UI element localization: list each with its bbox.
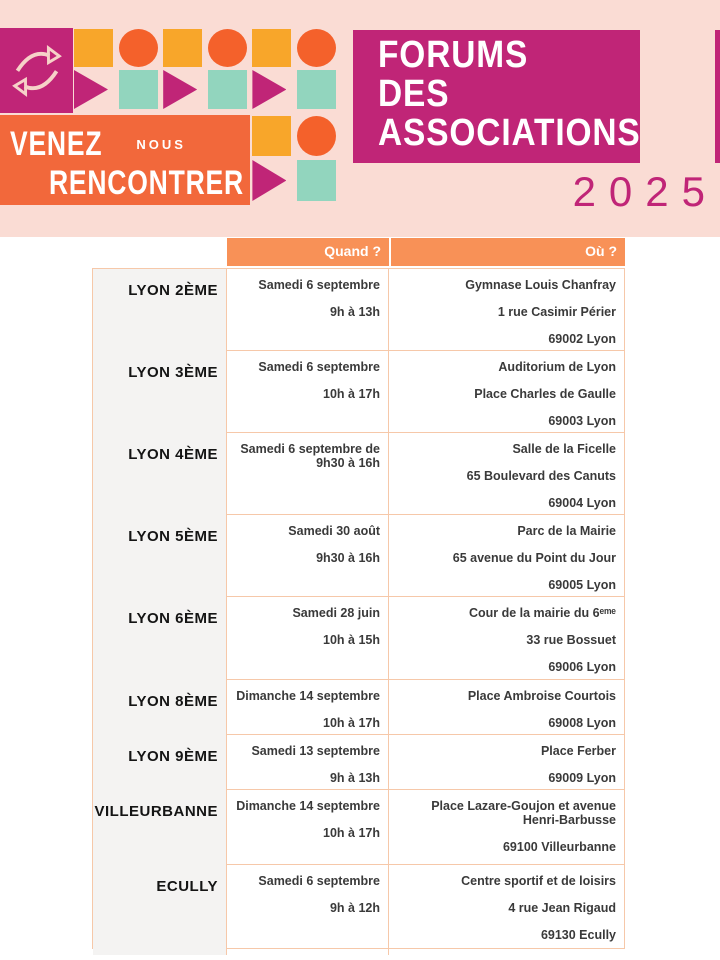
ou-line: 69130 Ecully	[540, 928, 616, 942]
row-label: LYON 6ÈME	[93, 597, 227, 687]
deco-triangle	[74, 70, 108, 109]
banner-nous-text: NOUS	[136, 137, 186, 152]
title-box	[353, 30, 640, 163]
ou-line: Place Ferber	[540, 744, 616, 758]
table-row	[93, 433, 624, 515]
deco-triangle	[252, 70, 286, 109]
venez-banner	[0, 115, 250, 205]
ou-line: Salle de la Ficelle	[512, 442, 616, 456]
cell-ou	[389, 790, 624, 867]
deco-triangle	[252, 160, 286, 201]
cell-quand	[227, 597, 389, 687]
col-header-quand: Quand ?	[227, 238, 389, 266]
banner-line-1	[10, 125, 186, 164]
table-body	[92, 268, 625, 949]
quand-line: Samedi 6 septembre	[258, 874, 380, 888]
quand-line: Samedi 6 septembre	[258, 278, 380, 292]
ou-line: Place Ambroise Courtois	[467, 689, 616, 703]
deco-circle	[208, 29, 247, 67]
title-line-des: DES	[378, 73, 450, 115]
deco-edge-sliver	[715, 30, 720, 163]
quand-line: Dimanche 14 septembre	[236, 799, 380, 813]
deco-teal-square	[119, 70, 158, 109]
ou-line: 69100 Villeurbanne	[502, 840, 616, 854]
logo-box	[0, 28, 73, 113]
banner-venez-text: VENEZ	[10, 125, 103, 163]
deco-teal-square	[297, 70, 336, 109]
ou-line: Auditorium de Lyon	[498, 360, 616, 374]
ou-line: 69008 Lyon	[548, 716, 616, 730]
ou-line: 69003 Lyon	[548, 414, 616, 428]
quand-line: 9h30 à 16h	[316, 551, 380, 565]
header-band	[0, 0, 720, 237]
row-label: LYON 8ÈME	[93, 680, 227, 743]
deco-square	[252, 29, 291, 67]
row-label: LYON 4ÈME	[93, 433, 227, 523]
ou-line: 69002 Lyon	[548, 332, 616, 346]
cell-quand	[227, 790, 389, 867]
cell-ou	[389, 269, 624, 359]
ou-line: 1 rue Casimir Périer	[497, 305, 616, 319]
deco-circle	[297, 29, 336, 67]
title-line-associations: ASSOCIATIONS	[378, 112, 641, 154]
quand-line: Samedi 30 août	[288, 524, 380, 538]
row-label: LYON 3ÈME	[93, 351, 227, 441]
cell-quand	[227, 269, 389, 359]
deco-square	[163, 29, 202, 67]
quand-line: 10h à 15h	[323, 633, 380, 647]
ou-line: 69005 Lyon	[548, 578, 616, 592]
col-header-ou: Où ?	[389, 238, 625, 266]
quand-line: 10h à 17h	[323, 387, 380, 401]
ou-line: 69004 Lyon	[548, 496, 616, 510]
banner-line-2	[0, 164, 244, 203]
ou-line: 33 rue Bossuet	[526, 633, 616, 647]
swap-arrows-icon	[4, 38, 70, 104]
row-label: LYON 2ÈME	[93, 269, 227, 359]
table-row	[93, 790, 624, 865]
cell-ou	[389, 351, 624, 441]
cell-ou	[389, 680, 624, 743]
table-row	[93, 351, 624, 433]
quand-line: 9h30 à 16h	[316, 456, 380, 470]
ou-line: 69006 Lyon	[548, 660, 616, 674]
quand-line: Dimanche 14 septembre	[236, 689, 380, 703]
table-row	[93, 269, 624, 351]
deco-circle	[297, 116, 336, 156]
ou-line: 4 rue Jean Rigaud	[508, 901, 616, 915]
cell-quand	[227, 433, 389, 523]
cell-ou	[389, 735, 624, 798]
ou-line: Cour de la mairie du 6ᵉᵐᵉ	[468, 606, 616, 620]
title-line-forums: FORUMS	[378, 34, 529, 76]
table-row	[93, 597, 624, 680]
ou-line: 65 Boulevard des Canuts	[466, 469, 616, 483]
quand-line: Samedi 13 septembre	[251, 744, 380, 758]
table-row	[93, 865, 624, 948]
cell-quand	[227, 515, 389, 605]
quand-line: 9h à 13h	[329, 305, 380, 319]
table-row	[93, 735, 624, 790]
quand-line: Samedi 28 juin	[292, 606, 380, 620]
cell-ou	[389, 515, 624, 605]
ou-line: Gymnase Louis Chanfray	[465, 278, 616, 292]
table-header-row	[92, 238, 625, 266]
cell-quand	[227, 351, 389, 441]
ou-line: Place Charles de Gaulle	[474, 387, 616, 401]
deco-triangle	[163, 70, 197, 109]
quand-line: 10h à 17h	[323, 716, 380, 730]
row-label: LYON 5ÈME	[93, 515, 227, 605]
table-row	[93, 515, 624, 597]
year-text: 2025	[572, 168, 718, 215]
table-row	[93, 680, 624, 735]
ou-line: 65 avenue du Point du Jour	[452, 551, 616, 565]
forums-table	[92, 238, 625, 949]
ou-line: Place Lazare-Goujon et avenue Henri-Barbusse	[431, 799, 616, 827]
cell-ou	[389, 597, 624, 687]
cell-quand	[227, 680, 389, 743]
cell-ou	[389, 865, 624, 955]
ou-line: Parc de la Mairie	[517, 524, 616, 538]
ou-line: 69009 Lyon	[548, 771, 616, 785]
quand-line: Samedi 6 septembre	[258, 360, 380, 374]
cell-quand	[227, 735, 389, 798]
col-header-blank	[92, 238, 227, 266]
quand-line: Samedi 6 septembre de	[240, 442, 380, 456]
quand-line: 9h à 12h	[329, 901, 380, 915]
quand-line: 9h à 13h	[329, 771, 380, 785]
deco-circle	[119, 29, 158, 67]
deco-square	[74, 29, 113, 67]
deco-teal-square	[208, 70, 247, 109]
quand-line: 10h à 17h	[323, 826, 380, 840]
cell-ou	[389, 433, 624, 523]
cell-quand	[227, 865, 389, 955]
ou-line: Centre sportif et de loisirs	[461, 874, 616, 888]
row-label: ECULLY	[93, 865, 227, 955]
row-label: LYON 9ÈME	[93, 735, 227, 798]
deco-teal-square	[297, 160, 336, 201]
deco-square	[252, 116, 291, 156]
row-label: VILLEURBANNE	[93, 790, 227, 867]
banner-rencontrer-text: RENCONTRER	[49, 164, 244, 202]
